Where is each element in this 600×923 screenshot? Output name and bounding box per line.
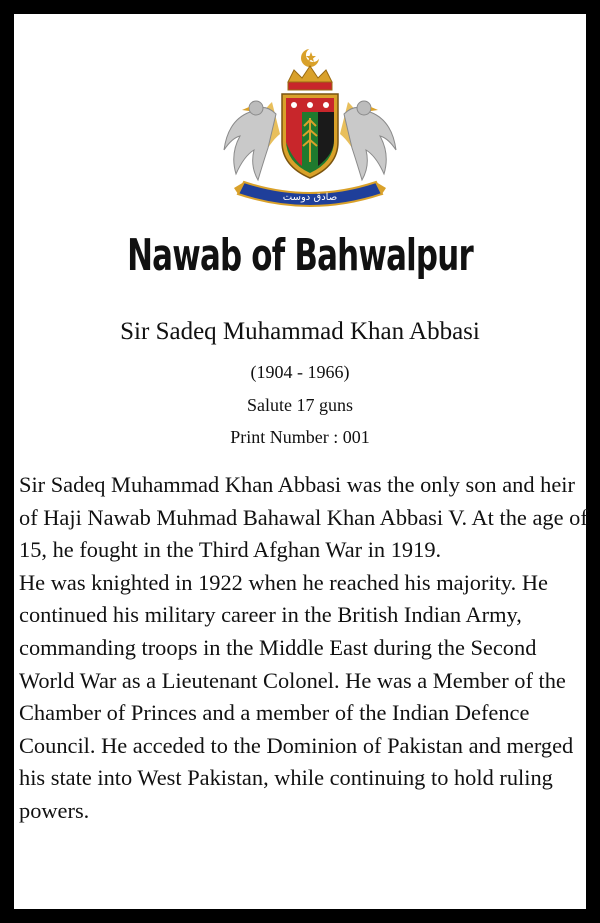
biography-paragraph: He was knighted in 1922 when he reached his majority. He continued his military career in the British Indian Army, commanding troops in the Middle East during the Second World War as a Lieutenant Colonel. He was a Member of the Chamber of Princes and a member of the Indian Defence Council. He acceded to the Dominion of Pakistan and merged his state into West Pakistan, while continuing to hold ruling powers. [19, 569, 574, 823]
crest-motto: صادق دوست [282, 192, 338, 203]
biography-paragraph: Sir Sadeq Muhammad Khan Abbasi was the only son and heir of Haji Nawab Muhmad Bahawal Khan Abbasi V. At the age of 15, he fought in the Third Afghan War in 1919. [19, 472, 588, 563]
biography [19, 469, 591, 828]
life-years: (1904 - 1966) [250, 362, 350, 382]
salute-text: Salute 17 guns [247, 395, 353, 415]
certificate-card [14, 14, 586, 909]
page-title: Nawab of Bahwalpur [127, 230, 473, 281]
print-number: Print Number : 001 [230, 427, 370, 447]
coat-of-arms-icon [210, 42, 410, 212]
person-name: Sir Sadeq Muhammad Khan Abbasi [120, 318, 480, 345]
